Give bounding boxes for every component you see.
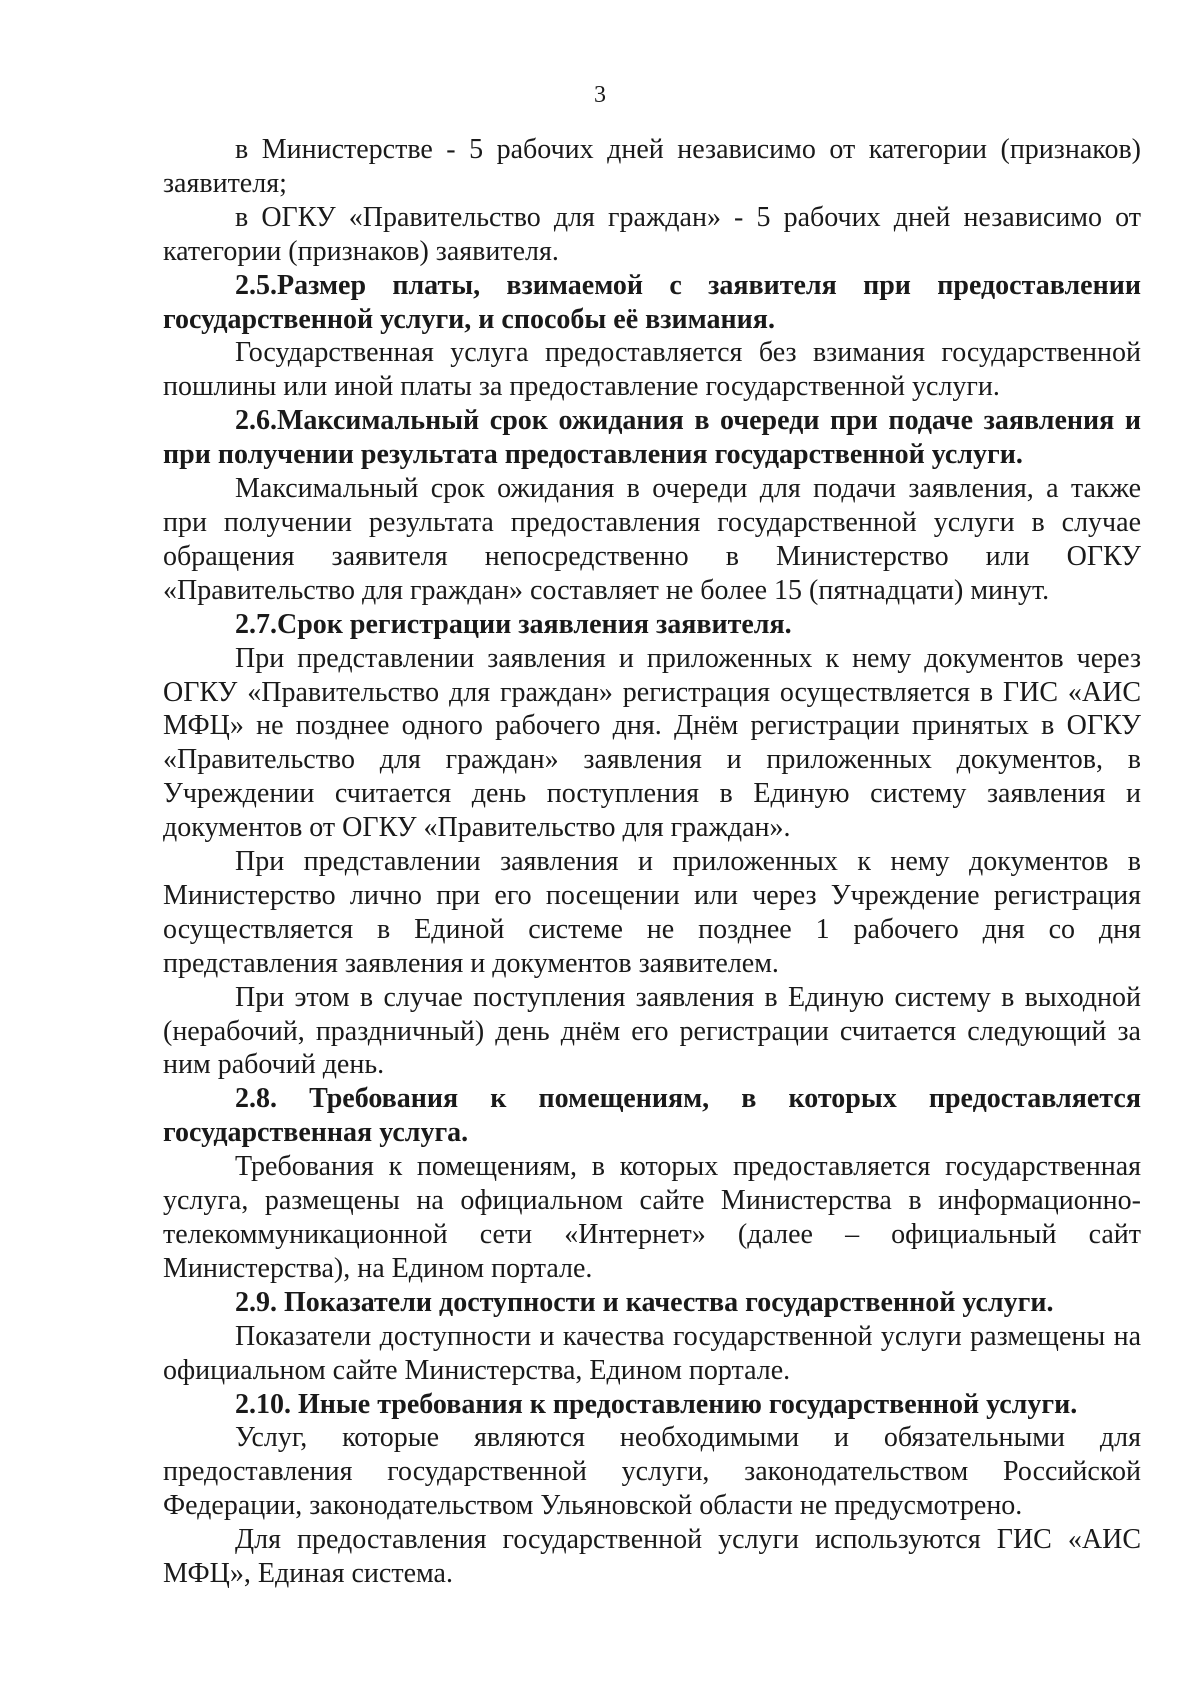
paragraph-registration-ministry: При представлении заявления и приложенных к нему документов в Министерство лично при его посещении или через Учреждение регистрация осуществляется в Единой системе не позднее 1 рабочего дня со дня представления заявления и документов заявителем. [163,846,1141,979]
paragraph-other-services: Услуг, которые являются необходимыми и обязательными для предоставления государственной услуги, законодательством Российской Федерации, законодательством Ульяновской области не предусмотрено. [163,1422,1141,1522]
document-body [163,133,1141,1591]
paragraph-systems-used: Для предоставления государственной услуги используются ГИС «АИС МФЦ», Единая система. [163,1524,1141,1590]
paragraph-fee: Государственная услуга предоставляется без взимания государственной пошлины или иной платы за предоставление государственной услуги. [163,337,1141,403]
paragraph-ogku-term: в ОГКУ «Правительство для граждан» - 5 рабочих дней независимо от категории (признаков) заявителя. [163,201,1141,267]
paragraph-registration-holiday: При этом в случае поступления заявления в Единую систему в выходной (нерабочий, праздничный) день днём его регистрации считается следующий за ним рабочий день. [163,981,1141,1081]
section-heading-2-9: 2.9. Показатели доступности и качества государственной услуги. [235,1286,1054,1318]
paragraph-ministry-term: в Министерстве - 5 рабочих дней независимо от категории (признаков) заявителя; [163,134,1141,199]
paragraph-registration-ogku: При представлении заявления и приложенных к нему документов через ОГКУ «Правительство для граждан» регистрация осуществляется в ГИС «АИС МФЦ» не позднее одного рабочего дня. Днём регистрации принятых в ОГКУ «Правительство для граждан» заявления и приложенных документов, в Учреждении считается день поступления в Единую систему заявления и документов от ОГКУ «Правительство для граждан». [163,642,1141,844]
section-heading-2-10: 2.10. Иные требования к предоставлению государственной услуги. [235,1388,1078,1420]
section-heading-2-8: 2.8. Требования к помещениям, в которых предоставляется государственная услуга. [163,1083,1141,1149]
section-heading-2-5: 2.5.Размер платы, взимаемой с заявителя при предоставлении государственной услуги, и способы её взимания. [163,269,1141,335]
section-heading-2-7: 2.7.Срок регистрации заявления заявителя. [235,608,792,640]
page-number: 3 [594,82,606,108]
paragraph-premises: Требования к помещениям, в которых предоставляется государственная услуга, размещены на официальном сайте Министерства в информационно-телекоммуникационной сети «Интернет» (далее – официальный сайт Министерства), на Едином портале. [163,1151,1141,1284]
paragraph-queue-time: Максимальный срок ожидания в очереди для подачи заявления, а также при получении результата предоставления государственной услуги в случае обращения заявителя непосредственно в Министерство или ОГКУ «Правительство для граждан» составляет не более 15 (пятнадцати) минут. [163,473,1141,606]
paragraph-accessibility: Показатели доступности и качества государственной услуги размещены на официальном сайте Министерства, Едином портале. [163,1320,1141,1386]
section-heading-2-6: 2.6.Максимальный срок ожидания в очереди при подаче заявления и при получении результата предоставления государственной услуги. [163,405,1141,471]
